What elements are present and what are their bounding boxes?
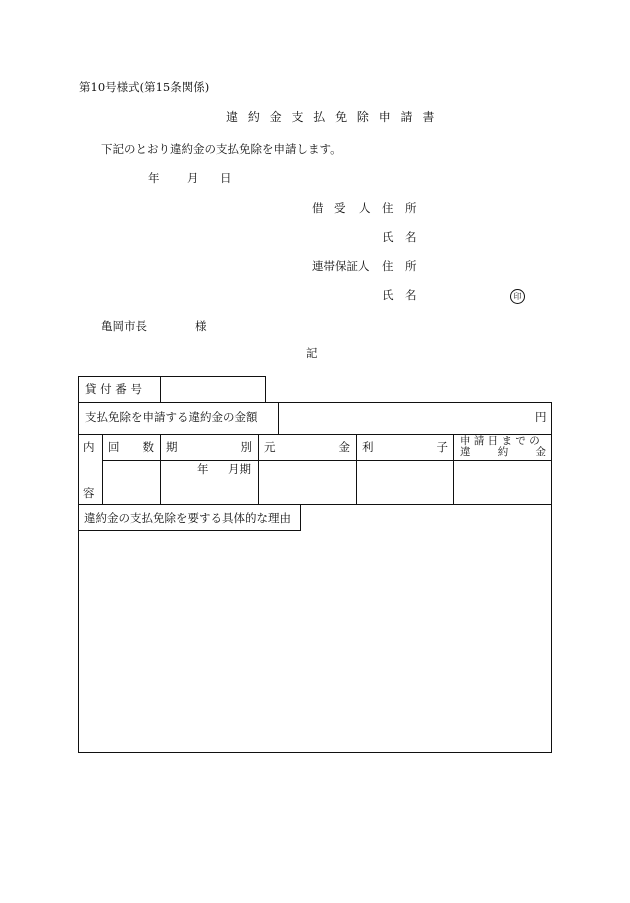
reason-field[interactable] [79, 531, 551, 752]
borrower-address-label-1: 住 [382, 201, 394, 215]
loan-number-field[interactable] [161, 377, 265, 402]
header-interest-char-1: 利 [362, 440, 374, 454]
honorific-label: 様 [195, 319, 207, 333]
ki-label: 記 [306, 346, 318, 360]
count-field[interactable] [103, 461, 159, 503]
penalty-field[interactable] [454, 461, 551, 503]
content-label-2: 容 [83, 486, 95, 500]
reason-label: 違約金の支払免除を要する具体的な理由 [84, 511, 291, 525]
borrower-label-3: 人 [359, 201, 371, 215]
header-principal-char-1: 元 [264, 440, 276, 454]
borrower-name-label-2: 名 [405, 230, 417, 244]
borrower-label-2: 受 [334, 201, 346, 215]
header-penalty-line-1: 申 請 日 ま で の [460, 435, 540, 447]
content-label-1: 内 [83, 440, 95, 454]
period-year-label: 年 [197, 462, 209, 476]
borrower-address-label-2: 所 [405, 201, 417, 215]
period-month-label: 月期 [228, 462, 251, 476]
mayor-label: 亀岡市長 [101, 319, 147, 333]
seal-mark-icon: 印 [510, 289, 525, 304]
borrower-name-label-1: 氏 [382, 230, 394, 244]
guarantor-label: 連帯保証人 [312, 259, 370, 273]
header-count-char-1: 回 [108, 440, 120, 454]
exemption-amount-label: 支払免除を申請する違約金の金額 [85, 410, 258, 424]
intro-text: 下記のとおり違約金の支払免除を申請します。 [101, 142, 342, 156]
header-penalty-char-2: 約 [497, 446, 509, 458]
date-day-label: 日 [220, 171, 232, 185]
interest-field[interactable] [357, 461, 452, 503]
header-principal [264, 442, 350, 454]
page-title: 違 約 金 支 払 免 除 申 請 書 [226, 110, 438, 124]
header-period-char-2: 別 [240, 440, 252, 454]
header-period [166, 442, 252, 454]
header-period-char-1: 期 [166, 440, 178, 454]
yen-label: 円 [535, 410, 547, 424]
header-interest [362, 442, 448, 454]
reason-label-divider-v [300, 504, 301, 530]
row-line-3 [78, 504, 552, 505]
exemption-amount-field[interactable] [279, 403, 551, 433]
guarantor-name-label-1: 氏 [382, 288, 394, 302]
loan-number-label: 貸 付 番 号 [85, 382, 142, 396]
header-count [108, 442, 154, 454]
header-principal-char-2: 金 [338, 440, 350, 454]
header-penalty-char-1: 違 [460, 446, 471, 458]
guarantor-address-label-1: 住 [382, 259, 394, 273]
header-penalty-char-3: 金 [535, 446, 546, 458]
date-month-label: 月 [187, 171, 199, 185]
principal-field[interactable] [259, 461, 355, 503]
header-interest-char-2: 子 [436, 440, 448, 454]
form-number: 第10号様式(第15条関係) [79, 80, 210, 94]
header-penalty-line-2 [460, 447, 546, 458]
header-count-char-2: 数 [142, 440, 154, 454]
date-year-label: 年 [148, 171, 160, 185]
borrower-label-1: 借 [312, 201, 324, 215]
period-field[interactable] [161, 461, 257, 503]
guarantor-address-label-2: 所 [405, 259, 417, 273]
guarantor-name-label-2: 名 [405, 288, 417, 302]
